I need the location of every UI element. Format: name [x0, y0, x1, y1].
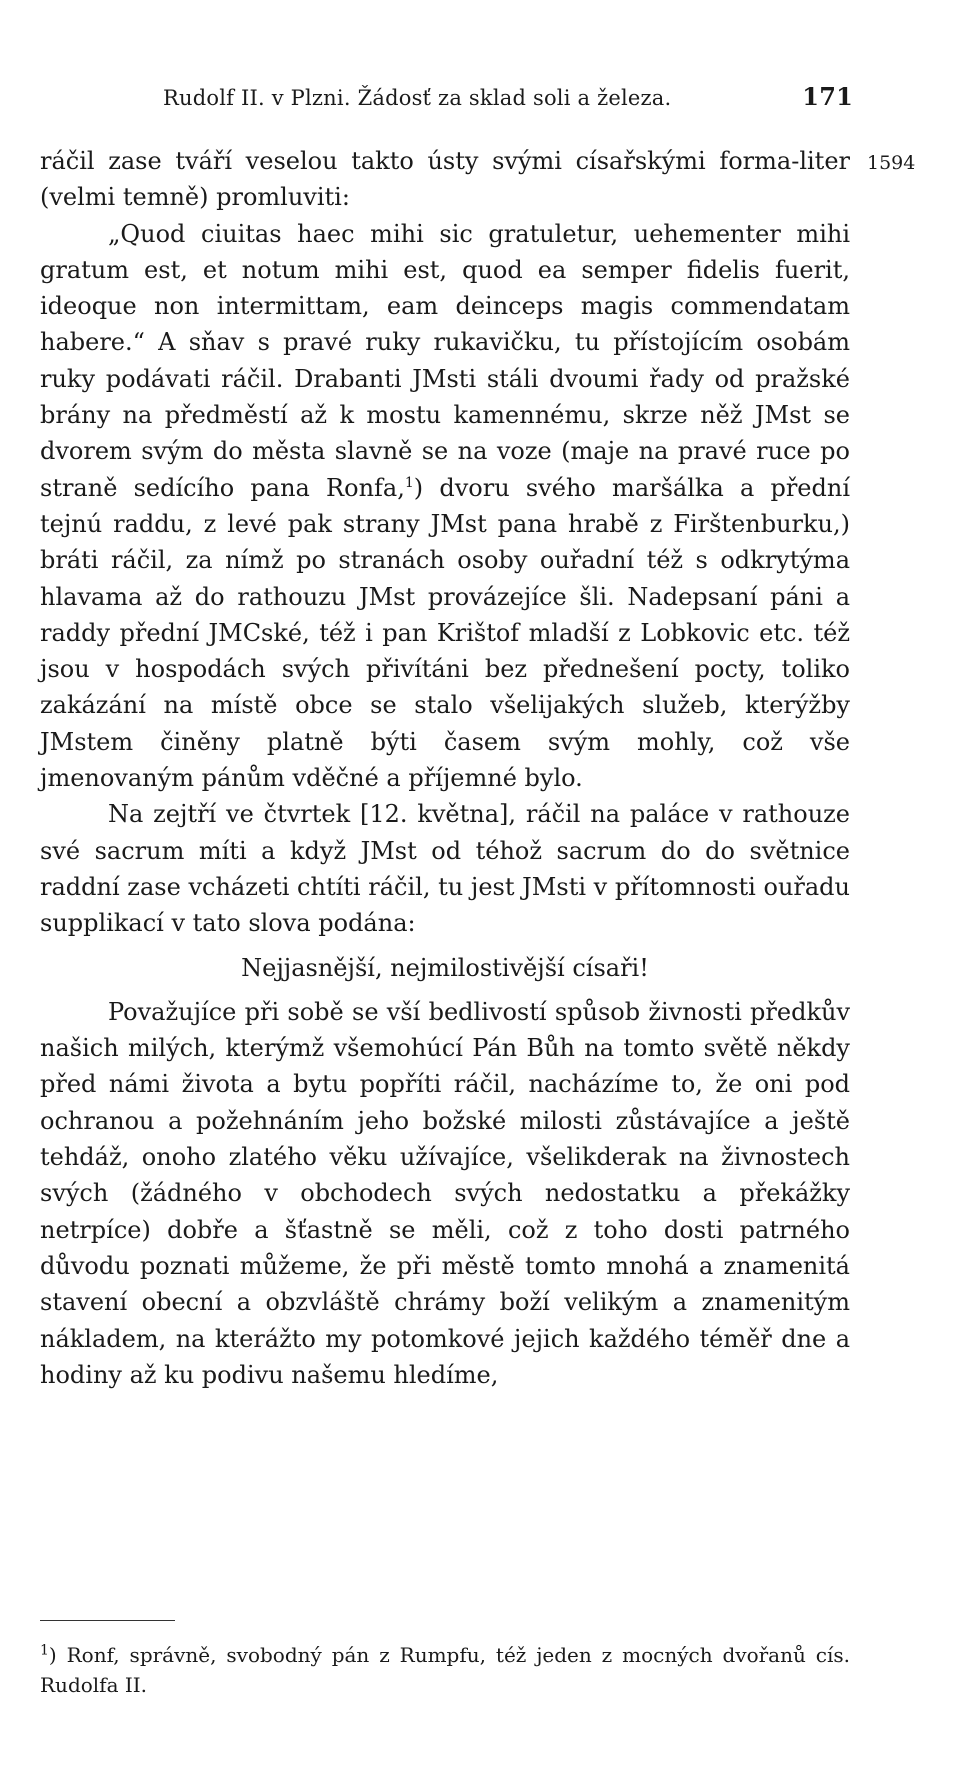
footnote-text: Ronf, správně, svobodný pán z Rumpfu, též jeden z mocných dvořanů cís. Rudolfa II.	[40, 1643, 850, 1697]
paragraph-3: Na zejtří ve čtvrtek [12. května], ráčil na paláce v rathouze své sacrum míti a když JMst od téhož sacrum do do světnice raddní zase vcházeti chtíti ráčil, tu jest JMsti v přítomnosti ouřadu supplikací v tato slova podána:	[40, 800, 850, 938]
running-head: Rudolf II. v Plzni. Žádosť za sklad soli a železa.	[163, 86, 672, 110]
paragraph-4: Považujíce při sobě se vší bedlivostí spůsob živnosti předkův našich milých, kterýmž všemohúcí Pán Bůh na tomto světě někdy před námi života a bytu popříti ráčil, nacházíme to, že oni pod ochranou a požehnáním jeho božské milosti zůstávajíce a ještě tehdáž, onoho zlatého věku užívajíce, všelikderak na živnostech svých (žádného v obchodech svých nedostatku a překážky netrpíce) dobře a šťastně se měli, což z toho dosti patrného důvodu poznati můžeme, že při městě tomto mnohá a znamenitá stavení obecní a obzvláště chrámy boží velikým a znamenitým nákladem, na kterážto my potomkové jejich každého téměř dne a hodiny až ku podivu našemu hledíme,	[40, 997, 850, 1389]
paragraph-2-text: „Quod ciuitas haec mihi sic gratuletur, uehementer mihi gratum est, et notum mihi est, quod ea semper fidelis fuerit, ideoque non intermittam, eam deinceps magis commendatam habere.“ A sňav s pravé ruky rukavičku, tu přístojícím osobám ruky podávati ráčil. Drabanti JMsti stáli dvoumi řady od pražské brány na předměstí až k mostu kamennému, skrze něž JMst se dvorem svým do města slavně se na voze (maje na pravé ruce po straně sedícího pana Ronfa,	[40, 219, 850, 502]
margin-year-note: 1594	[867, 152, 916, 174]
footnote: $^1$) Ronf, správně, svobodný pán z Rumpfu, též jeden z mocných dvořanů cís. Rudolfa II.	[40, 1642, 850, 1697]
petition-salutation: Nejjasnější, nejmilostivější císaři!	[241, 953, 649, 982]
main-text	[40, 143, 850, 1393]
paragraph-2-continuation: ) dvoru svého maršálka a přední tejnú raddu, z levé pak strany JMst pana hrabě z Firštenburku,) bráti ráčil, za nímž po stranách osoby ouřadní též s odkrytýma hlavama až do rathouzu JMst provázejíce šli. Nadepsaní páni a raddy přední JMCské, též i pan Krištof mladší z Lobkovic etc. též jsou v hospodách svých přivítáni bez přednešení pocty, toliko zakázání na místě obce se stalo všelijakých služeb, kterýžby JMstem činěny platně býti časem svým mohly, což vše jmenovaným pánům vděčné a příjemné bylo.	[40, 473, 851, 793]
paragraph-1: ráčil zase tváří veselou takto ústy svými císařskými forma-liter (velmi temně) promluviti:	[40, 147, 850, 212]
footnote-divider	[40, 1620, 175, 1621]
page-header	[133, 82, 853, 111]
paragraph-2	[40, 216, 850, 797]
page-number: 171	[802, 82, 853, 111]
footnote-marker: 1	[40, 1642, 49, 1659]
footnote-reference: 1	[404, 474, 414, 491]
